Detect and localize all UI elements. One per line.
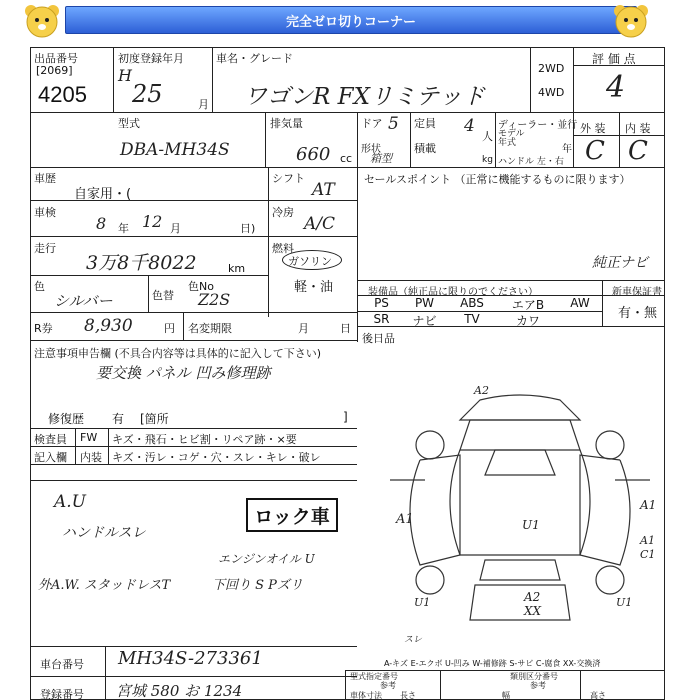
color-label: 色 [34,280,45,293]
equipment-row1-item: PW [414,296,435,310]
sales-label: セールスポイント （正常に機能するものに限ります） [364,173,631,186]
fw-label: FW [80,431,98,444]
door-label: ドア [361,117,383,130]
inspect-month: 12 [142,212,163,231]
dim-label: 車体寸法 [350,691,382,700]
shape-label: 形状 [361,144,381,155]
diagram-a2-bottom: A2 [524,590,541,604]
score-value: 4 [606,70,626,105]
inspect-year-unit: 年 [118,222,129,235]
cap-unit: 人 [482,130,493,143]
load-unit: kg [482,155,493,165]
reg-month-unit: 月 [198,98,209,111]
lot-label: 出品番号 [34,52,78,65]
cls-label: 類別区分番号 [510,672,558,681]
warranty-value: 有・無 [618,306,658,321]
repair-close: ] [343,410,348,424]
repair-label: 修復歴 [48,412,85,426]
use-label: 車歴 [34,172,56,185]
repair-part: [箇所 [140,412,169,426]
ac-value: A/C [304,214,336,234]
reg-year: 25 [132,80,163,108]
recycle-value: 8,930 [84,316,133,336]
cls-sub: 参考 [530,681,546,690]
equipment-row1-item: ABS [460,296,484,310]
repair-has: 有 [112,412,125,426]
fuel-label: 燃料 [272,242,294,255]
mileage-value: 3万8千8022 [86,252,197,274]
reg-number-label: 登録番号 [40,688,84,700]
shift-label: シフト [272,172,305,185]
namechange-label: 名変期限 [188,322,232,335]
chassis-label: 車台番号 [40,658,84,671]
int-label: 内 装 [625,122,651,135]
disp-value: 660 [296,144,331,165]
recycle-label: R券 [34,322,53,335]
cap-value: 4 [464,116,475,136]
disp-unit: cc [340,152,353,165]
year-unit: 年 [562,144,572,155]
mascot-left-icon [22,2,62,40]
ext-value: C [585,136,605,166]
cert-label: 型式指定番号 [350,672,398,681]
equipment-row2-item: ナビ [412,314,437,328]
modelyear-label: モデル年式 [498,129,525,148]
chassis-value: MH34S-273361 [118,648,263,669]
length-label: 長さ [400,691,416,700]
diagram-xx: XX [524,604,542,618]
diagram-a1-left: A1 [396,512,414,527]
wd2-label: 2WD [538,62,565,75]
mileage-label: 走行 [34,242,56,255]
namechange-month: 月 [298,322,309,335]
namechange-day: 日 [340,322,351,335]
reg-era: H [118,66,132,85]
score-label: 評 価 点 [592,52,636,66]
recycle-yen: 円 [164,322,175,335]
type-label: 型式 [118,117,140,130]
lot-number: 4205 [38,82,87,107]
reg-number-value: 宮城 580 お 1234 [116,682,243,700]
note-under: 下回り S Pズリ [212,578,303,593]
checker-label2: 記入欄 [34,451,67,464]
legend: A-キズ E-エクボ U-凹み W-補修跡 S-サビ C-腐食 XX-交換済 [384,659,601,668]
disp-label: 排気量 [270,117,303,130]
banner-title: 完全ゼロ切りコーナー [65,6,637,34]
equipment-row2-item: SR [373,312,390,326]
reg-label: 初度登録年月 [118,52,184,65]
load-label: 積載 [414,142,436,155]
int-value: C [628,136,648,166]
handle-label: ハンドル 左・右 [498,157,564,167]
type-value: DBA-MH34S [120,140,230,160]
attention-label: 注意事項申告欄 (不具合内容等は具体的に記入して下さい) [34,347,322,360]
inspect-day-unit: 日) [240,222,256,235]
inspect-label: 車検 [34,206,56,219]
shape-value: 箱型 [370,152,392,165]
note-line2: ハンドルスレ [62,525,146,541]
note-line1: A.U [54,492,87,512]
equipment-row1-item: AW [570,296,590,310]
diagram-u1-right: U1 [616,596,633,609]
equipment-row1-item: PS [374,296,389,310]
inspect-year: 8 [96,214,107,233]
int-check-items: キズ・汚レ・コゲ・穴・スレ・キレ・破レ [112,451,321,464]
diagram-sure: スレ [404,635,423,645]
fw-items: キズ・飛石・ヒビ割・リペア跡・×要 [112,433,297,446]
fuel-oil: 軽・油 [294,280,334,295]
colorno-label: 色替 [152,289,174,302]
diagram-a1-right2: A1 [640,534,655,547]
note-line3: 外A.W. スタッドレスT [38,578,171,593]
checker-label1: 検査員 [34,433,67,446]
mascot-right-icon [611,2,651,40]
diagram-u1-mid: U1 [522,518,540,532]
equipment-label: 装備品（純正品に限りのでください） [368,287,538,298]
shift-value: AT [312,180,335,200]
model-value: ワゴンR FXリミテッド [244,84,485,110]
use-value: 自家用・( [74,187,132,202]
equipment-row2-item: カワ [515,314,540,328]
model-label: 車名・グレード [216,52,293,65]
lock-car-stamp: ロック車 [246,498,338,532]
int-check-label: 内装 [80,451,102,464]
diagram-a2-top: A2 [474,384,489,397]
attention-value: 要交換 パネル 凹み修理跡 [96,364,271,382]
note-engine: エンジンオイル U [218,552,315,566]
back-seat-label: 後日品 [362,332,395,345]
wd4-label: 4WD [538,86,565,99]
height-label: 高さ [590,691,606,700]
door-value: 5 [388,114,399,134]
fuel-gas: ガソリン [288,255,332,268]
diagram-c1: C1 [640,548,656,561]
cap-label: 定員 [414,117,436,130]
width-label: 幅 [502,691,510,700]
colorcode-value: Z2S [198,290,231,309]
tire-label: 新車保証書 [612,287,662,298]
lot-sub: [2069] [36,64,73,77]
diagram-a1-right: A1 [640,498,657,512]
colorcode-label: 色No [188,280,214,293]
mileage-unit: km [228,262,246,275]
ac-label: 冷房 [272,206,294,219]
dealer-label: ディーラー・並行 [498,120,578,131]
equipment-row2-item: TV [464,312,480,326]
equipment-row1-item: エアB [511,298,545,312]
color-value: シルバー [54,292,113,310]
inspect-month-unit: 月 [170,222,181,235]
cert-sub: 参考 [380,681,396,690]
ext-label: 外 装 [580,122,606,135]
sales-note: 純正ナビ [592,255,648,271]
diagram-u1-left: U1 [414,596,431,609]
